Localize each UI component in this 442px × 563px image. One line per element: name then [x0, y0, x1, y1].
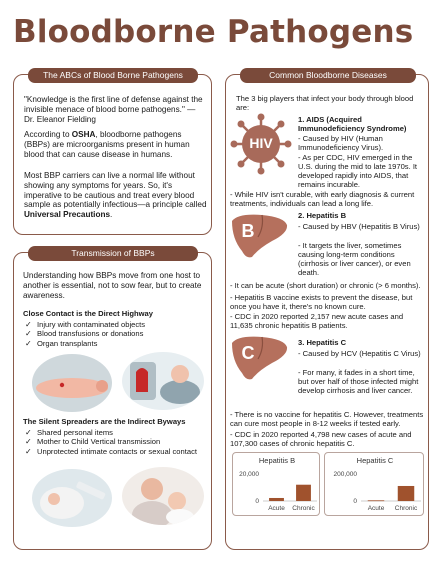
abc-section-heading: The ABCs of Blood Borne Pathogens — [28, 68, 198, 83]
direct-list — [23, 320, 209, 348]
list-item: ✓ Shared personal items — [23, 428, 209, 437]
hepatitis-b-point: - It can be acute (short duration) or chronic (> 6 months). — [230, 281, 421, 290]
hepatitis-b-chart-svg — [233, 453, 321, 517]
y-tick-label: 20,000 — [239, 471, 259, 478]
list-item: ✓ Blood transfusions or donations — [23, 329, 209, 338]
abc-osha-post: , bloodborne pathogens (BBPs) are microorganisms present in human blood that can cause disease in humans. — [24, 130, 190, 159]
liver-c-icon — [228, 333, 290, 383]
diseases-heading: Common Bloodborne Diseases — [240, 68, 416, 83]
x-tick-label: Chronic — [292, 505, 315, 512]
abc-osha-bold: OSHA — [71, 130, 96, 139]
list-item: ✓ Injury with contaminated objects — [23, 320, 209, 329]
hepatitis-c-point: - There is no vaccine for hepatitis C. However, treatments can cure most people in 8-12 weeks if tested early. — [230, 410, 424, 428]
chart-title: Hepatitis C — [356, 456, 394, 465]
hepatitis-c-title: 3. Hepatitis C — [298, 338, 347, 347]
blood-transfusion-photo — [122, 352, 204, 410]
list-item: ✓ Organ transplants — [23, 339, 209, 348]
hepatitis-b-icon-label: B — [241, 221, 255, 241]
hepatitis-c-icon-label: C — [241, 343, 255, 363]
abc-precautions-pre: Most BBP carriers can live a normal life without showing any symptoms for years. So, it's imperative to be cautious and treat every blood sample as potentially infectious—a principle called — [24, 171, 207, 210]
chart-bar — [368, 500, 385, 501]
hiv-icon-label: HIV — [249, 135, 273, 151]
liver-b-icon — [228, 211, 290, 261]
x-tick-label: Acute — [268, 505, 285, 512]
shared-razor-photo — [32, 469, 112, 527]
hepatitis-c-chart — [324, 452, 424, 516]
transmission-intro: Understanding how BBPs move from one host to another is essential, not to sow fear, but to create awareness. — [23, 271, 202, 300]
abc-osha-pre: According to — [24, 130, 72, 139]
indirect-list — [23, 428, 209, 456]
hepatitis-b-point: - Hepatitis B vaccine exists to prevent the disease, but once you have it, there's no known cure. — [230, 293, 413, 311]
y-tick-label: 0 — [255, 498, 259, 505]
hepatitis-b-point: - It targets the liver, sometimes causing long-term conditions (cirrhosis or liver cancer), or even death. — [298, 241, 411, 277]
hepatitis-c-point: - For many, it fades in a short time, but over half of those infected might develop cirrhosis and liver cancer. — [298, 368, 419, 395]
diseases-section — [225, 70, 429, 550]
chart-bar — [296, 485, 311, 501]
chart-bar — [269, 498, 284, 501]
hepatitis-b-point: - Caused by HBV (Hepatitis B Virus) — [298, 222, 420, 231]
hepatitis-c-point: - Caused by HCV (Hepatitis C Virus) — [298, 349, 421, 358]
direct-heading: Close Contact is the Direct Highway — [23, 309, 153, 318]
indirect-heading: The Silent Spreaders are the Indirect Byways — [23, 417, 186, 426]
chart-bar — [398, 486, 415, 501]
aids-point: - As per CDC, HIV emerged in the U.S. during the mid to late 1970s. It developed rapidly into AIDS, that remains incurable. — [298, 153, 418, 189]
y-tick-label: 200,000 — [333, 471, 357, 478]
chart-title: Hepatitis B — [258, 456, 296, 465]
abc-quote: "Knowledge is the first line of defense against the invisible menace of blood borne pathogens." — Dr. Eleanor Fielding — [24, 95, 203, 124]
diseases-intro: The 3 big players that infect your body through blood are: — [236, 94, 414, 112]
abc-section — [13, 70, 212, 235]
abc-precautions-post: . — [110, 210, 113, 220]
abc-precautions-bold: Universal Precautions — [24, 210, 111, 220]
abc-osha-paragraph — [24, 130, 208, 159]
hepatitis-c-chart-svg — [325, 453, 425, 517]
transmission-heading: Transmission of BBPs — [28, 246, 198, 261]
abc-precautions-paragraph — [24, 171, 208, 220]
x-tick-label: Chronic — [394, 505, 418, 512]
hiv-virus-icon — [230, 113, 292, 175]
transmission-section — [13, 248, 212, 550]
aids-title: 1. AIDS (Acquired Immunodeficiency Syndrome) — [298, 115, 407, 133]
list-item: ✓ Unprotected intimate contacts or sexual contact — [23, 447, 209, 456]
x-tick-label: Acute — [367, 505, 385, 512]
hepatitis-c-point: - CDC in 2020 reported 4,798 new cases of acute and 107,300 cases of chronic hepatitis C. — [230, 430, 412, 448]
list-item: ✓ Mother to Child Vertical transmission — [23, 437, 209, 446]
y-tick-label: 0 — [353, 498, 357, 505]
mother-child-photo — [122, 467, 204, 525]
hepatitis-b-title: 2. Hepatitis B — [298, 211, 347, 220]
aids-point: - Caused by HIV (Human Immunodeficiency Virus). — [298, 134, 384, 152]
finger-prick-photo — [32, 354, 112, 412]
page-title: Bloodborne Pathogens — [13, 14, 414, 50]
hepatitis-b-chart — [232, 452, 320, 516]
aids-point: - While HIV isn't curable, with early diagnosis & current treatments, individuals can lead a long life. — [230, 190, 415, 208]
hepatitis-b-point: - CDC in 2020 reported 2,157 new acute cases and 11,635 chronic hepatitis B patients. — [230, 312, 404, 330]
